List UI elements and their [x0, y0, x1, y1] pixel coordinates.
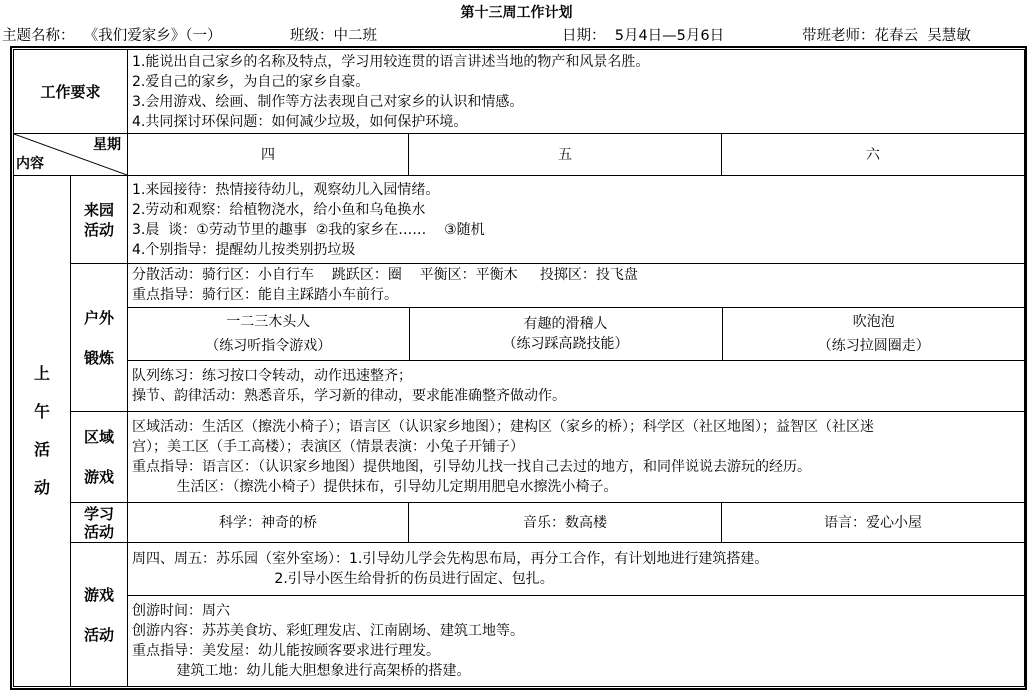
arrival-content: [128, 176, 1025, 264]
game-activities-label: 游戏 活动: [71, 543, 128, 687]
park-line: 2.引导小医生给骨折的伤员进行固定、包扎。: [132, 570, 554, 587]
requirement-item: 4.共同探讨环保问题：如何减少垃圾，如何保护环境。: [132, 113, 468, 130]
game-note: （练习拉圆圈走）: [817, 337, 930, 354]
weekday-label: 星期: [93, 137, 122, 153]
page-title: 第十三周工作计划: [460, 5, 573, 21]
area-content: [128, 412, 1025, 503]
creative-line: 建筑工地：幼儿能大胆想象进行高架桥的搭建。: [132, 662, 471, 679]
requirement-item: 2.爱自己的家乡，为自己的家乡自豪。: [132, 73, 370, 90]
class-name: 班级：中二班: [290, 28, 377, 44]
morning-activities-label: 上 午 活 动: [14, 176, 71, 687]
arrival-item: 2.劳动和观察：给植物浇水，给小鱼和乌龟换水: [132, 201, 426, 218]
game-name: 吹泡泡: [852, 313, 895, 330]
content-label: 内容: [16, 156, 44, 172]
outdoor-content: [128, 264, 1025, 412]
area-line: 生活区：（擦洗小椅子）提供抹布，引导幼儿定期用肥皂水擦洗小椅子。: [132, 479, 618, 495]
arrival-item: 1.来园接待：热情接待幼儿，观察幼儿入园情绪。: [132, 181, 440, 198]
study-label: 学习 活动: [71, 503, 128, 543]
rhythm-activity: 操节、韵律活动：熟悉音乐，学习新的律动，要求能准确整齐做动作。: [132, 387, 567, 404]
arrival-item: 4.个别指导：提醒幼儿按类别扔垃圾: [132, 241, 356, 258]
outdoor-game-1: [128, 307, 409, 360]
game-note: （练习踩高跷技能）: [502, 335, 629, 352]
requirement-item: 3.会用游戏、绘画、制作等方法表现自己对家乡的认识和情感。: [132, 93, 524, 110]
game-note: （练习听指令游戏）: [205, 337, 332, 354]
arrival-label: 来园 活动: [71, 176, 128, 264]
study-music: 音乐：数高楼: [409, 503, 722, 543]
arrival-item: 3.晨 谈：①劳动节里的趣事 ②我的家乡在…… ③随机: [132, 221, 485, 238]
day-thursday: 四: [128, 134, 409, 176]
outdoor-focus: 重点指导：骑行区：能自主踩踏小车前行。: [132, 287, 399, 304]
study-science: 科学：神奇的桥: [128, 503, 409, 543]
area-games-label: 区域 游戏: [71, 412, 128, 503]
day-saturday: 六: [722, 134, 1025, 176]
theme-name: 主题名称： 《我们爱家乡》（一）: [2, 28, 222, 44]
requirements-label: 工作要求: [14, 50, 128, 134]
date-range: 日期： 5月4日—5月6日: [562, 28, 725, 44]
requirements-list: [128, 50, 1025, 134]
queue-drill: 队列练习：练习按口令转动，动作迅速整齐；: [132, 367, 413, 384]
day-friday: 五: [409, 134, 722, 176]
weekday-corner-header: [14, 134, 128, 176]
outdoor-game-2: [409, 307, 722, 360]
park-line: 周四、周五：苏乐园（室外室场）：1.引导幼儿学会先构思布局，再分工合作，有计划地进行建筑搭建。: [132, 550, 769, 567]
creative-line: 创游时间：周六: [132, 602, 231, 619]
creative-line: 重点指导：美发屋：幼儿能按顾客要求进行理发。: [132, 642, 441, 659]
study-language: 语言：爱心小屋: [722, 503, 1025, 543]
game-content: [128, 543, 1025, 687]
outdoor-label: 户外 锻炼: [71, 264, 128, 412]
outdoor-game-3: [722, 307, 1025, 360]
requirement-item: 1.能说出自己家乡的名称及特点，学习用较连贯的语言讲述当地的物产和风景名胜。: [132, 53, 650, 70]
weekly-plan-table: [13, 49, 1025, 687]
game-name: 有趣的滑稽人: [523, 315, 608, 332]
teachers: 带班老师：花春云 吴慧敏: [802, 28, 971, 44]
creative-line: 创游内容：苏苏美食坊、彩虹理发店、江南剧场、建筑工地等。: [132, 622, 525, 639]
game-name: 一二三木头人: [226, 313, 311, 330]
area-line: 重点指导：语言区：（认识家乡地图）提供地图，引导幼儿找一找自己去过的地方，和同伴说说去游玩的经历。: [132, 459, 812, 475]
area-line: 宫）；美工区（手工高楼）；表演区（情景表演：小兔子开铺子）: [132, 439, 525, 455]
area-line: 区域活动：生活区（擦洗小椅子）；语言区（认识家乡地图）；建构区（家乡的桥）；科学区（社区地图）；益智区（社区迷: [132, 419, 875, 435]
scattered-activities: 分散活动：骑行区：小自行车 跳跃区：圈 平衡区：平衡木 投掷区：投飞盘: [132, 267, 638, 284]
